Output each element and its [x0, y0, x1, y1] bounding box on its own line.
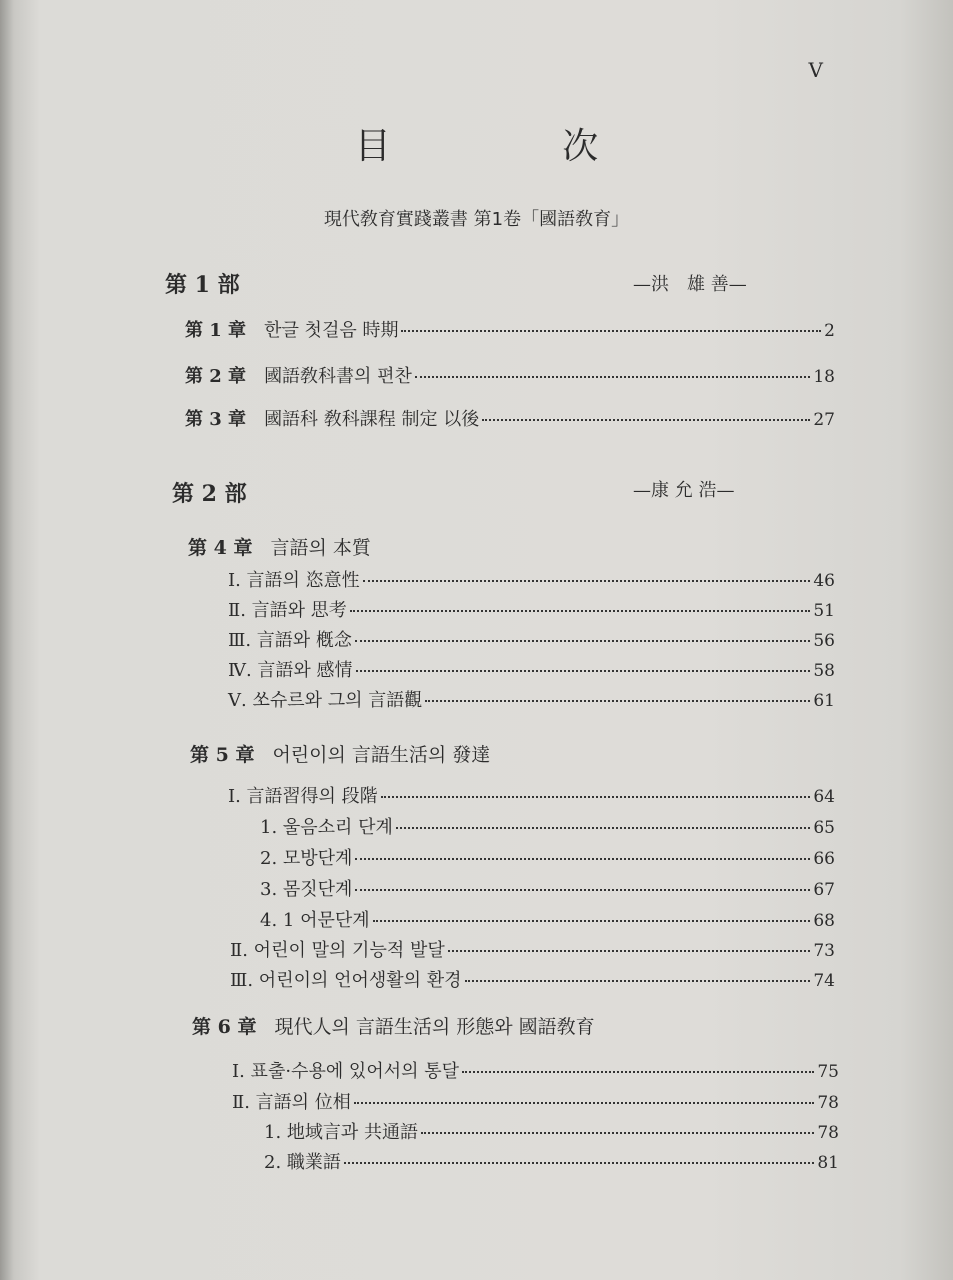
page-number: V — [808, 58, 823, 82]
dot-leader — [462, 1071, 814, 1073]
entry-label: 4. 1 어문단계 — [260, 910, 370, 931]
chapter-number: 第 3 章 — [185, 409, 247, 430]
toc-entry[interactable] — [260, 875, 835, 901]
page-ref: 27 — [813, 410, 835, 430]
entry-label: Ⅲ. 어린이의 언어생활의 환경 — [230, 970, 462, 991]
dot-leader — [344, 1162, 814, 1164]
entry-label: Ⅱ. 言語의 位相 — [232, 1092, 351, 1113]
toc-entry[interactable] — [264, 1148, 839, 1174]
dot-leader — [425, 700, 810, 702]
page-ref: 74 — [813, 971, 835, 991]
entry-label: Ⅳ. 言語와 感情 — [228, 660, 353, 681]
dot-leader — [356, 670, 811, 672]
chapter-number: 第 2 章 — [185, 366, 247, 387]
dot-leader — [415, 376, 810, 378]
part-1-author: —洪 雄 善— — [633, 274, 747, 295]
toc-entry[interactable] — [228, 656, 835, 682]
dot-leader — [396, 827, 810, 829]
page-ref: 66 — [813, 849, 835, 869]
page-ref: 67 — [813, 880, 835, 900]
entry-label: Ⅲ. 言語와 槪念 — [228, 630, 352, 651]
entry-label: Ⅴ. 쏘슈르와 그의 言語觀 — [228, 690, 423, 711]
page-ref: 18 — [813, 367, 835, 387]
part-2-author: —康 允 浩— — [633, 480, 735, 501]
toc-entry[interactable] — [232, 1057, 839, 1083]
part-1-label: 第 1 部 — [165, 272, 240, 298]
toc-entry[interactable] — [264, 1118, 839, 1144]
toc-entry-chapter-2[interactable] — [185, 362, 835, 388]
entry-label: Ⅰ. 표출·수용에 있어서의 통달 — [232, 1061, 459, 1082]
toc-entry[interactable] — [230, 936, 835, 962]
entry-label: 1. 울음소리 단계 — [260, 817, 393, 838]
dot-leader — [355, 858, 810, 860]
page-ref: 78 — [817, 1123, 839, 1143]
chapter-title: 言語의 本質 — [270, 537, 371, 559]
toc-entry-chapter-1[interactable] — [185, 316, 835, 342]
page-ref: 46 — [813, 571, 835, 591]
toc-entry-chapter-3[interactable] — [185, 405, 835, 431]
chapter-number: 第 4 章 — [188, 537, 253, 559]
toc-entry[interactable] — [260, 813, 835, 839]
toc-entry[interactable] — [260, 844, 835, 870]
chapter-title: 어린이의 言語生活의 發達 — [272, 744, 491, 766]
dot-leader — [354, 1102, 815, 1104]
page-ref: 58 — [813, 661, 835, 681]
toc-entry[interactable] — [232, 1088, 839, 1114]
chapter-number: 第 6 章 — [192, 1016, 257, 1038]
chapter-title: 國語科 敎科課程 制定 以後 — [264, 409, 480, 430]
chapter-6-heading[interactable] — [192, 1012, 595, 1039]
entry-label: Ⅱ. 어린이 말의 기능적 발달 — [230, 940, 445, 961]
page-ref: 56 — [813, 631, 835, 651]
entry-label: Ⅰ. 言語習得의 段階 — [228, 786, 378, 807]
chapter-number: 第 1 章 — [185, 320, 247, 341]
entry-label: Ⅰ. 言語의 恣意性 — [228, 570, 360, 591]
entry-label: Ⅱ. 言語와 思考 — [228, 600, 347, 621]
toc-entry[interactable] — [228, 596, 835, 622]
chapter-5-heading[interactable] — [190, 740, 490, 767]
dot-leader — [448, 950, 811, 952]
book-subtitle: 現代敎育實踐叢書 第1卷「國語敎育」 — [323, 209, 630, 230]
toc-entry[interactable] — [230, 966, 835, 992]
dot-leader — [373, 920, 811, 922]
part-2-label: 第 2 部 — [172, 481, 247, 507]
toc-entry[interactable] — [228, 626, 835, 652]
page-ref: 51 — [813, 601, 835, 621]
page-ref: 73 — [813, 941, 835, 961]
toc-entry[interactable] — [260, 906, 835, 932]
page-ref: 68 — [813, 911, 835, 931]
toc-entry[interactable] — [228, 782, 835, 808]
dot-leader — [401, 330, 821, 332]
page-ref: 78 — [817, 1093, 839, 1113]
chapter-title: 現代人의 言語生活의 形態와 國語敎育 — [274, 1016, 595, 1038]
chapter-number: 第 5 章 — [190, 744, 255, 766]
chapter-title: 한글 첫걸음 時期 — [264, 320, 399, 341]
dot-leader — [465, 980, 811, 982]
toc-entry[interactable] — [228, 566, 835, 592]
dot-leader — [355, 889, 810, 891]
chapter-title: 國語敎科書의 편찬 — [264, 366, 412, 387]
dot-leader — [350, 610, 811, 612]
dot-leader — [421, 1132, 814, 1134]
dot-leader — [363, 580, 811, 582]
entry-label: 1. 地域言과 共通語 — [264, 1122, 419, 1143]
dot-leader — [482, 419, 810, 421]
page-ref: 61 — [813, 691, 835, 711]
entry-label: 3. 몸짓단계 — [260, 879, 353, 900]
page-ref: 81 — [817, 1153, 839, 1173]
dot-leader — [381, 796, 811, 798]
chapter-4-heading[interactable] — [188, 533, 371, 560]
page-ref: 65 — [813, 818, 835, 838]
dot-leader — [355, 640, 810, 642]
toc-entry[interactable] — [228, 686, 835, 712]
page-ref: 64 — [813, 787, 835, 807]
page-ref: 75 — [817, 1062, 839, 1082]
entry-label: 2. 職業語 — [264, 1152, 341, 1173]
page-ref: 2 — [824, 321, 835, 341]
page-title: 目 次 — [354, 126, 679, 167]
entry-label: 2. 모방단계 — [260, 848, 353, 869]
